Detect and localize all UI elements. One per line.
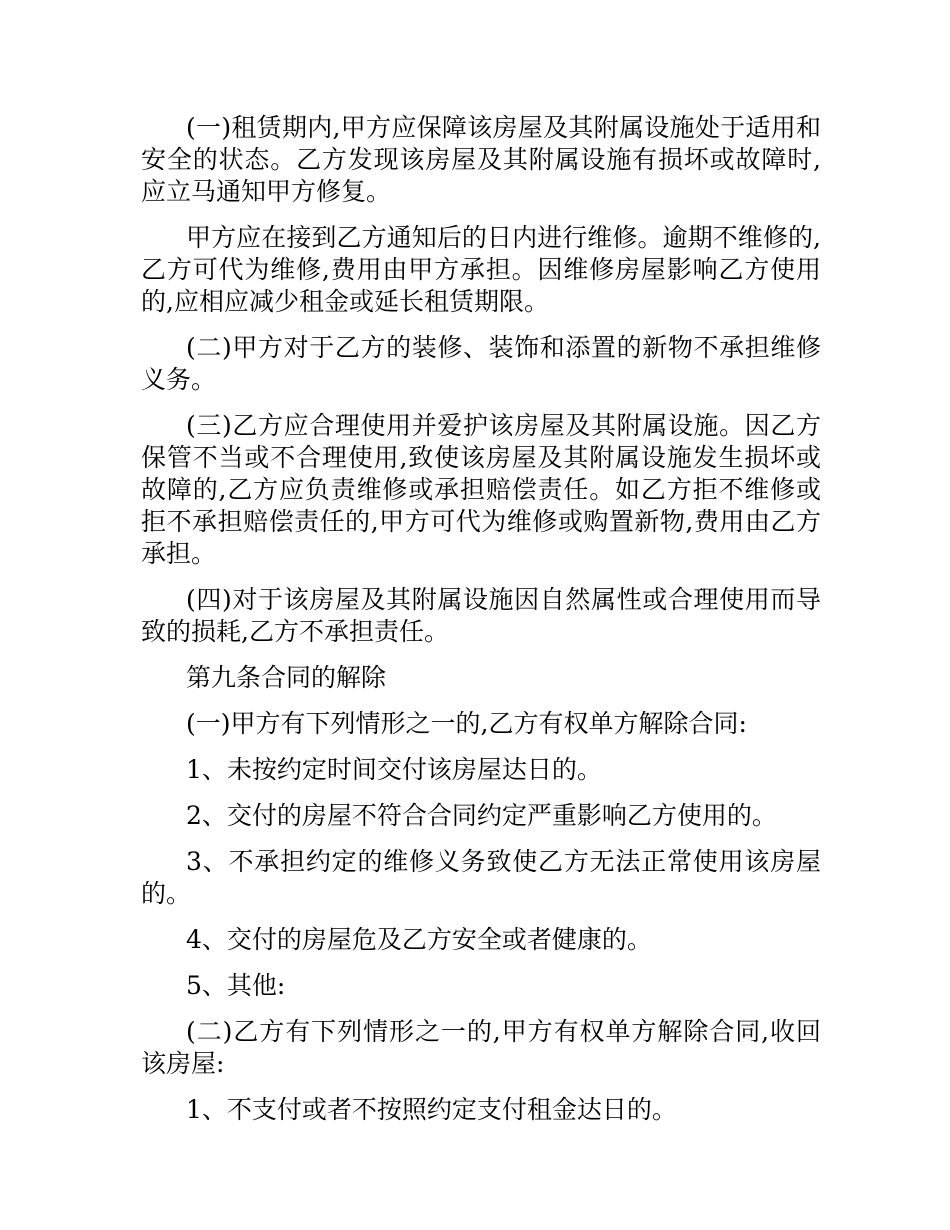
paragraph-clause-1: (一)租赁期内,甲方应保障该房屋及其附属设施处于适用和安全的状态。乙方发现该房屋及其附属设施有损坏或故障时,应立马通知甲方修复。 (141, 113, 821, 206)
paragraph-clause-3: (三)乙方应合理使用并爱护该房屋及其附属设施。因乙方保管不当或不合理使用,致使该房屋及其附属设施发生损坏或故障的,乙方应负责维修或承担赔偿责任。如乙方拒不维修或拒不承担赔偿责任的,甲方可代为维修或购置新物,费用由乙方承担。 (141, 411, 821, 568)
paragraph-termination-by-landlord: (二)乙方有下列情形之一的,甲方有权单方解除合同,收回该房屋: (141, 1017, 821, 1078)
list-item: 1、不支付或者不按照约定支付租金达日的。 (186, 1095, 677, 1124)
document-body (141, 112, 821, 1140)
paragraph-clause-4: (四)对于该房屋及其附属设施因自然属性或合理使用而导致的损耗,乙方不承担责任。 (141, 585, 821, 646)
list-item: 4、交付的房屋危及乙方安全或者健康的。 (186, 925, 652, 954)
list-item: 3、不承担约定的维修义务致使乙方无法正常使用该房屋的。 (141, 847, 821, 908)
paragraph-repair-deadline: 甲方应在接到乙方通知后的日内进行维修。逾期不维修的,乙方可代为维修,费用由甲方承担。因维修房屋影响乙方使用的,应相应减少租金或延长租赁期限。 (141, 223, 821, 316)
list-item: 5、其他: (186, 971, 286, 1000)
list-item: 2、交付的房屋不符合合同约定严重影响乙方使用的。 (186, 801, 777, 830)
paragraph-clause-2: (二)甲方对于乙方的装修、装饰和添置的新物不承担维修义务。 (141, 333, 821, 394)
paragraph-termination-by-tenant: (一)甲方有下列情形之一的,乙方有权单方解除合同: (186, 709, 747, 738)
list-item: 1、未按约定时间交付该房屋达日的。 (186, 755, 602, 784)
section-heading-article-9: 第九条合同的解除 (186, 663, 387, 692)
